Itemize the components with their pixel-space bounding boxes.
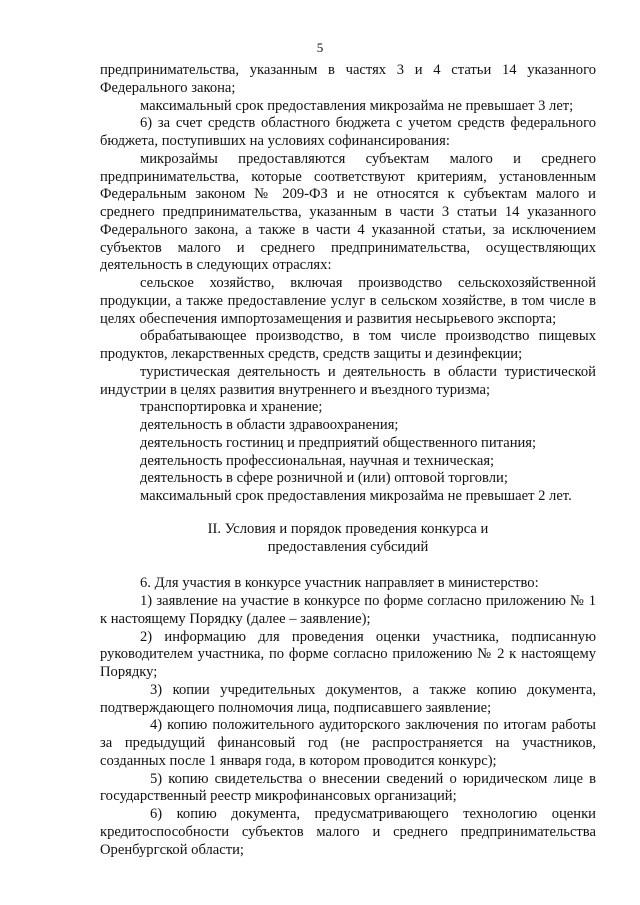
paragraph-transport: транспортировка и хранение; [140, 399, 323, 416]
page-number: 5 [316, 40, 324, 55]
document-body [100, 62, 596, 859]
paragraph-healthcare: деятельность в области здравоохранения; [140, 417, 399, 433]
paragraph-item-6-funding: 6) за счет средств областного бюджета с учетом средств федерального бюджета, поступивших на условиях софинансирования: [100, 115, 596, 149]
paragraph-manufacturing: обрабатывающее производство, в том числе производство пищевых продуктов, лекарственных средств, средств защиты и дезинфекции; [100, 328, 596, 362]
paragraph-professional: деятельность профессиональная, научная и техническая; [140, 452, 495, 469]
paragraph-microloans-conditions: микрозаймы предоставляются субъектам малого и среднего предпринимательства, которые соответствуют критериям, установленным Федеральным законом № 209-ФЗ и не относятся к субъектам малого и среднего предпринимательства, указанным в части 3 статьи 14 указанного Федерального закона, а также в части 4 указанной статьи, за исключением субъектов малого и среднего предпринимательства, осуществляющих деятельность в следующих отраслях: [100, 150, 596, 274]
list-item-audit-report: 4) копию положительного аудиторского заключения по итогам работы за предыдущий финансовый год (не распространяется на участников, созданных после 1 января года, в котором проводится конкурс); [100, 717, 596, 769]
paragraph-clause-6: 6. Для участия в конкурсе участник направляет в министерство: [140, 575, 539, 592]
list-item-founding-documents: 3) копии учредительных документов, а также копию документа, подтверждающего полномочия лица, подписавшего заявление; [100, 681, 596, 716]
paragraph-trade: деятельность в сфере розничной и (или) оптовой торговли; [140, 470, 508, 487]
paragraph-hospitality: деятельность гостиниц и предприятий общественного питания; [140, 434, 537, 451]
section-heading-line-2: предоставления субсидий [267, 538, 429, 555]
section-heading [100, 521, 596, 557]
paragraph-tourism: туристическая деятельность и деятельность в области туристической индустрии в целях развития внутреннего и въездного туризма; [100, 363, 596, 398]
paragraph-max-term-3: максимальный срок предоставления микрозайма не превышает 3 лет; [140, 97, 574, 114]
list-item-application: 1) заявление на участие в конкурсе по форме согласно приложению № 1 к настоящему Порядку (далее – заявление); [100, 593, 596, 627]
section-heading-line-1: II. Условия и порядок проведения конкурса и [207, 520, 489, 537]
list-item-credit-technology: 6) копию документа, предусматривающего технологию оценки кредитоспособности субъектов малого и среднего предпринимательства Оренбургской области; [100, 806, 596, 858]
list-item-assessment-info: 2) информацию для проведения оценки участника, подписанную руководителем участника, по форме согласно приложению № 2 к настоящему Порядку; [100, 628, 596, 680]
list-item-registry-certificate: 5) копию свидетельства о внесении сведений о юридическом лице в государственный реестр микрофинансовых организаций; [100, 770, 596, 805]
paragraph-max-term-2: максимальный срок предоставления микрозайма не превышает 2 лет. [140, 488, 572, 504]
paragraph-agriculture: сельское хозяйство, включая производство сельскохозяйственной продукции, а также предоставление услуг в сельском хозяйстве, в том числе в целях обеспечения импортозамещения и развития несырьевого экспорта; [100, 275, 596, 327]
paragraph-continuation: предпринимательства, указанным в частях 3 и 4 статьи 14 указанного Федерального закона; [100, 62, 596, 96]
